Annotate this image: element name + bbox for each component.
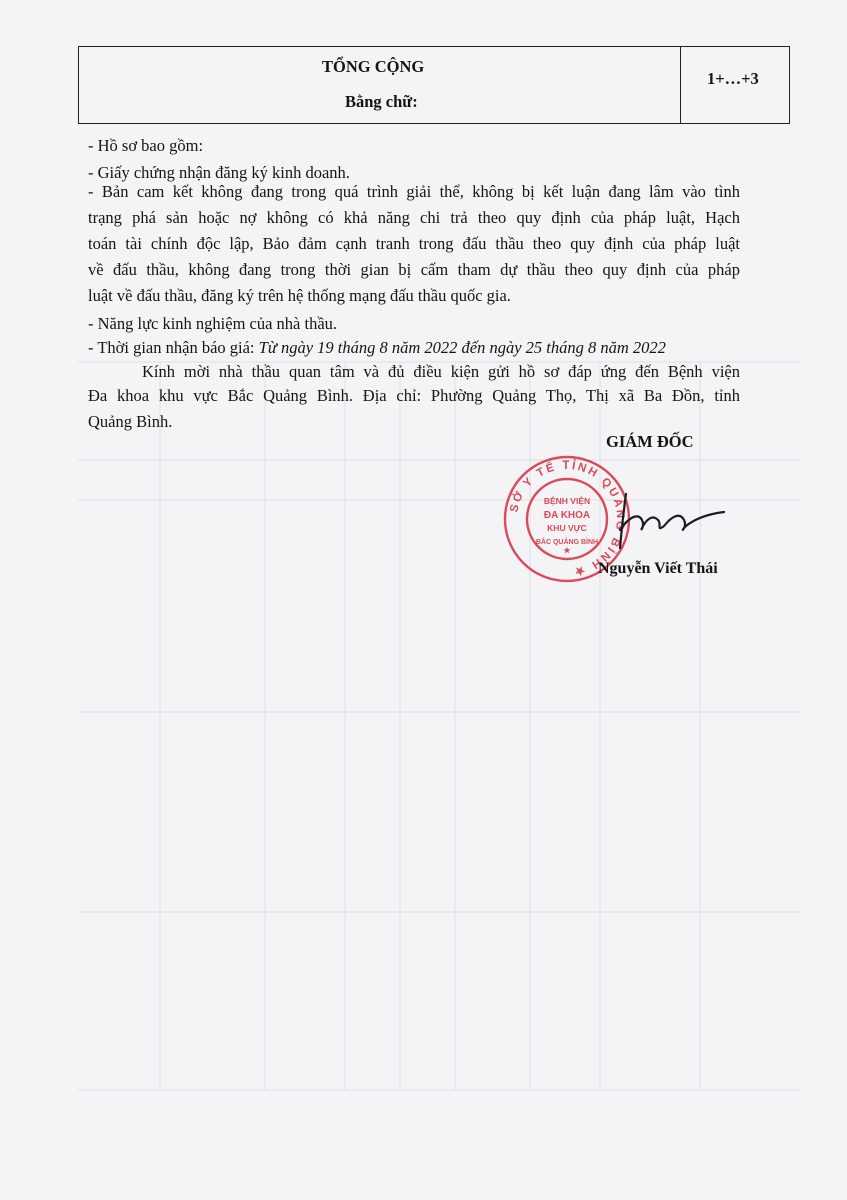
invitation-line-1: Kính mời nhà thầu quan tâm và đủ điều kiện gửi hồ sơ đáp ứng đến Bệnh viện	[142, 362, 740, 381]
svg-text:★: ★	[563, 546, 571, 555]
dossier-item-commitment-line-2: trạng phá sản hoặc nợ không có khả năng chi trả theo quy định của pháp luật, Hạch	[88, 208, 740, 227]
quote-time-value: Từ ngày 19 tháng 8 năm 2022 đến ngày 25 tháng 8 năm 2022	[258, 338, 666, 357]
dossier-item-commitment-line-4: về đấu thầu, không đang trong thời gian bị cấm tham dự thầu theo quy định của pháp	[88, 260, 740, 279]
total-table	[78, 46, 790, 124]
svg-text:BẮC QUẢNG BÌNH: BẮC QUẢNG BÌNH	[535, 539, 599, 546]
dossier-item-commitment-line-3: toán tài chính độc lập, Bảo đảm cạnh tranh trong đấu thầu theo quy định của pháp luật	[88, 234, 740, 253]
director-title: GIÁM ĐỐC	[606, 432, 694, 451]
dossier-item-experience: - Năng lực kinh nghiệm của nhà thầu.	[88, 314, 338, 333]
svg-text:KHU VỰC: KHU VỰC	[547, 523, 587, 533]
invitation-line-3: Quảng Bình.	[88, 412, 173, 431]
svg-text:SỞ Y TẾ TỈNH QUẢNG BÌNH ★: SỞ Y TẾ TỈNH QUẢNG BÌNH ★	[508, 459, 627, 578]
handwritten-signature	[612, 490, 732, 550]
svg-text:ĐA KHOA: ĐA KHOA	[543, 510, 591, 521]
svg-text:BỆNH VIỆN: BỆNH VIỆN	[543, 496, 591, 506]
dossier-item-business-license: - Giấy chứng nhận đăng ký kinh doanh.	[88, 163, 350, 182]
invitation-line-2: Đa khoa khu vực Bắc Quảng Bình. Địa chỉ: Phường Quảng Thọ, Thị xã Ba Đồn, tỉnh	[88, 386, 740, 405]
amount-in-words-label: Bằng chữ:	[345, 92, 418, 111]
dossier-heading: - Hồ sơ bao gồm:	[88, 136, 204, 155]
total-value: 1+…+3	[707, 69, 759, 88]
quote-time	[88, 338, 666, 358]
table-divider	[680, 47, 681, 123]
signer-name: Nguyễn Viết Thái	[598, 560, 718, 577]
total-label: TỔNG CỘNG	[322, 57, 425, 76]
dossier-item-commitment-line-1: - Bản cam kết không đang trong quá trình giải thể, không bị kết luận đang lâm vào tình	[88, 182, 740, 201]
quote-time-label: - Thời gian nhận báo giá:	[88, 338, 259, 357]
dossier-item-commitment-line-5: luật về đấu thầu, đăng ký trên hệ thống mạng đấu thầu quốc gia.	[88, 286, 511, 305]
